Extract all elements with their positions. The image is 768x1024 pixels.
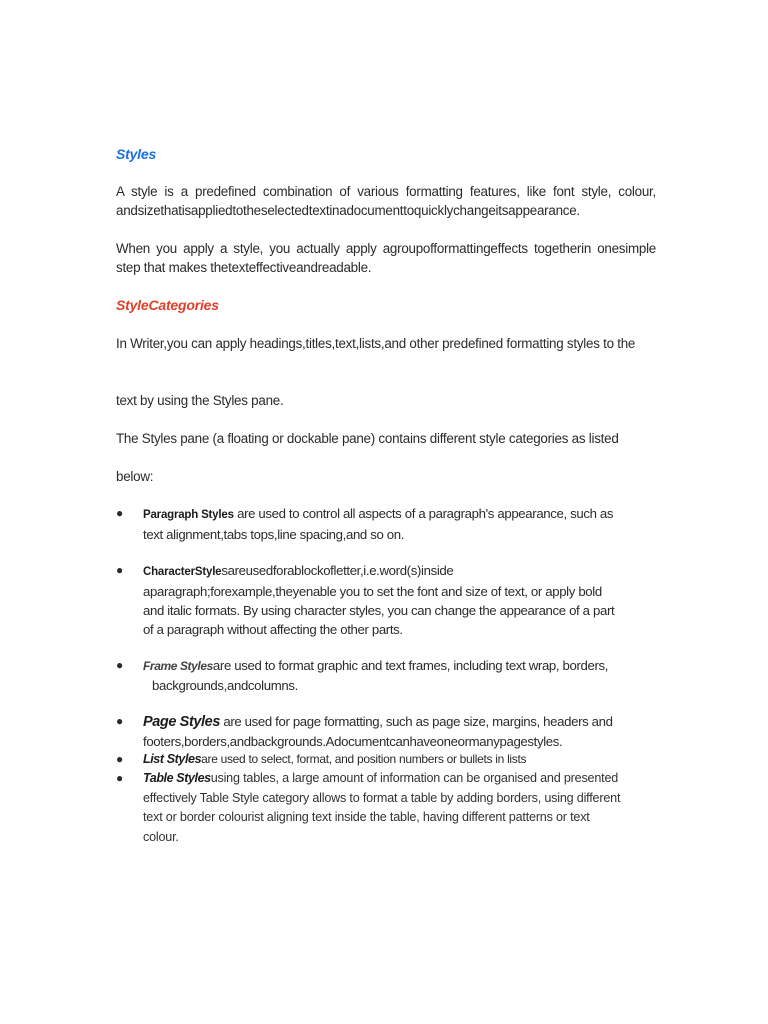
styles-heading: Styles: [116, 146, 157, 162]
list-item-line: [143, 769, 656, 789]
styles-pane-paragraph: The Styles pane (a floating or dockable pane) contains different style categories as listed: [116, 431, 619, 446]
list-item-line: [143, 561, 656, 582]
term-character-styles: CharacterStyle: [143, 566, 222, 578]
bullet-marker: ●: [116, 658, 124, 672]
styles-pane-continued: below:: [116, 469, 154, 484]
style-definition-paragraph: A style is a predefined combination of various formatting features, like font style, colour, andsizethatisappliedtotheselectedtextinadocumenttoquicklychangeitsappearance.: [116, 184, 656, 218]
list-item-line: text or border colourist aligning text inside the table, having different patterns or text: [143, 810, 590, 824]
bullet-marker: ●: [116, 563, 124, 577]
bullet-marker: ●: [116, 771, 124, 785]
list-item-line: colour.: [143, 829, 179, 844]
list-item-line: backgrounds,andcolumns.: [152, 678, 298, 693]
list-item-text: [143, 769, 656, 847]
list-item-line: [143, 504, 656, 525]
writer-intro-paragraph: In Writer,you can apply headings,titles,text,lists,and other predefined formatting styles to the: [116, 336, 636, 351]
list-item-description: are used to control all aspects of a paragraph's appearance, such as: [233, 506, 614, 521]
term-list-styles: List Styles: [143, 752, 202, 766]
bullet-marker: ●: [116, 752, 124, 766]
list-item-line: text alignment,tabs tops,line spacing,and so on.: [143, 527, 405, 542]
list-item-line: footers,borders,andbackgrounds.Adocumentcanhaveoneormanypagestyles.: [143, 734, 563, 749]
list-item-line: aparagraph;forexample,theyenable you to set the font and size of text, or apply bold: [143, 584, 602, 599]
list-item-text: [143, 656, 656, 695]
list-item-text: [143, 712, 656, 751]
writer-intro-continued: text by using the Styles pane.: [116, 393, 284, 408]
term-table-styles: Table Styles: [143, 771, 211, 785]
term-paragraph-styles: Paragraph Styles: [143, 509, 234, 521]
list-item-line: [143, 656, 656, 676]
list-item-line: effectively Table Style category allows to format a table by adding borders, using different: [143, 790, 621, 805]
list-item-text: [143, 561, 656, 639]
term-frame-styles: Frame Styles: [143, 659, 213, 673]
list-item-line: [143, 712, 656, 732]
list-item-text: [143, 750, 656, 769]
apply-style-paragraph: When you apply a style, you actually apply agroupofformattingeffects togetherin onesimple step that makes thetexteffectiveandreadable.: [116, 241, 656, 275]
bullet-marker: ●: [116, 506, 124, 520]
list-item-text: [143, 504, 656, 544]
list-item-description: are used to select, format, and position numbers or bullets in lists: [201, 752, 527, 766]
term-page-styles: Page Styles: [143, 714, 221, 730]
list-item-description: using tables, a large amount of information can be organised and presented: [210, 771, 619, 785]
bullet-marker: ●: [116, 714, 124, 728]
list-item-description: sareusedforablockofletter,i.e.word(s)inside: [221, 563, 454, 578]
list-item-line: and italic formats. By using character styles, you can change the appearance of a part: [143, 603, 615, 618]
list-item-line: of a paragraph without affecting the other parts.: [143, 622, 403, 637]
list-item-description: are used to format graphic and text frames, including text wrap, borders,: [212, 658, 609, 673]
list-item-description: are used for page formatting, such as page size, margins, headers and: [220, 714, 613, 729]
style-categories-heading: StyleCategories: [116, 297, 219, 313]
